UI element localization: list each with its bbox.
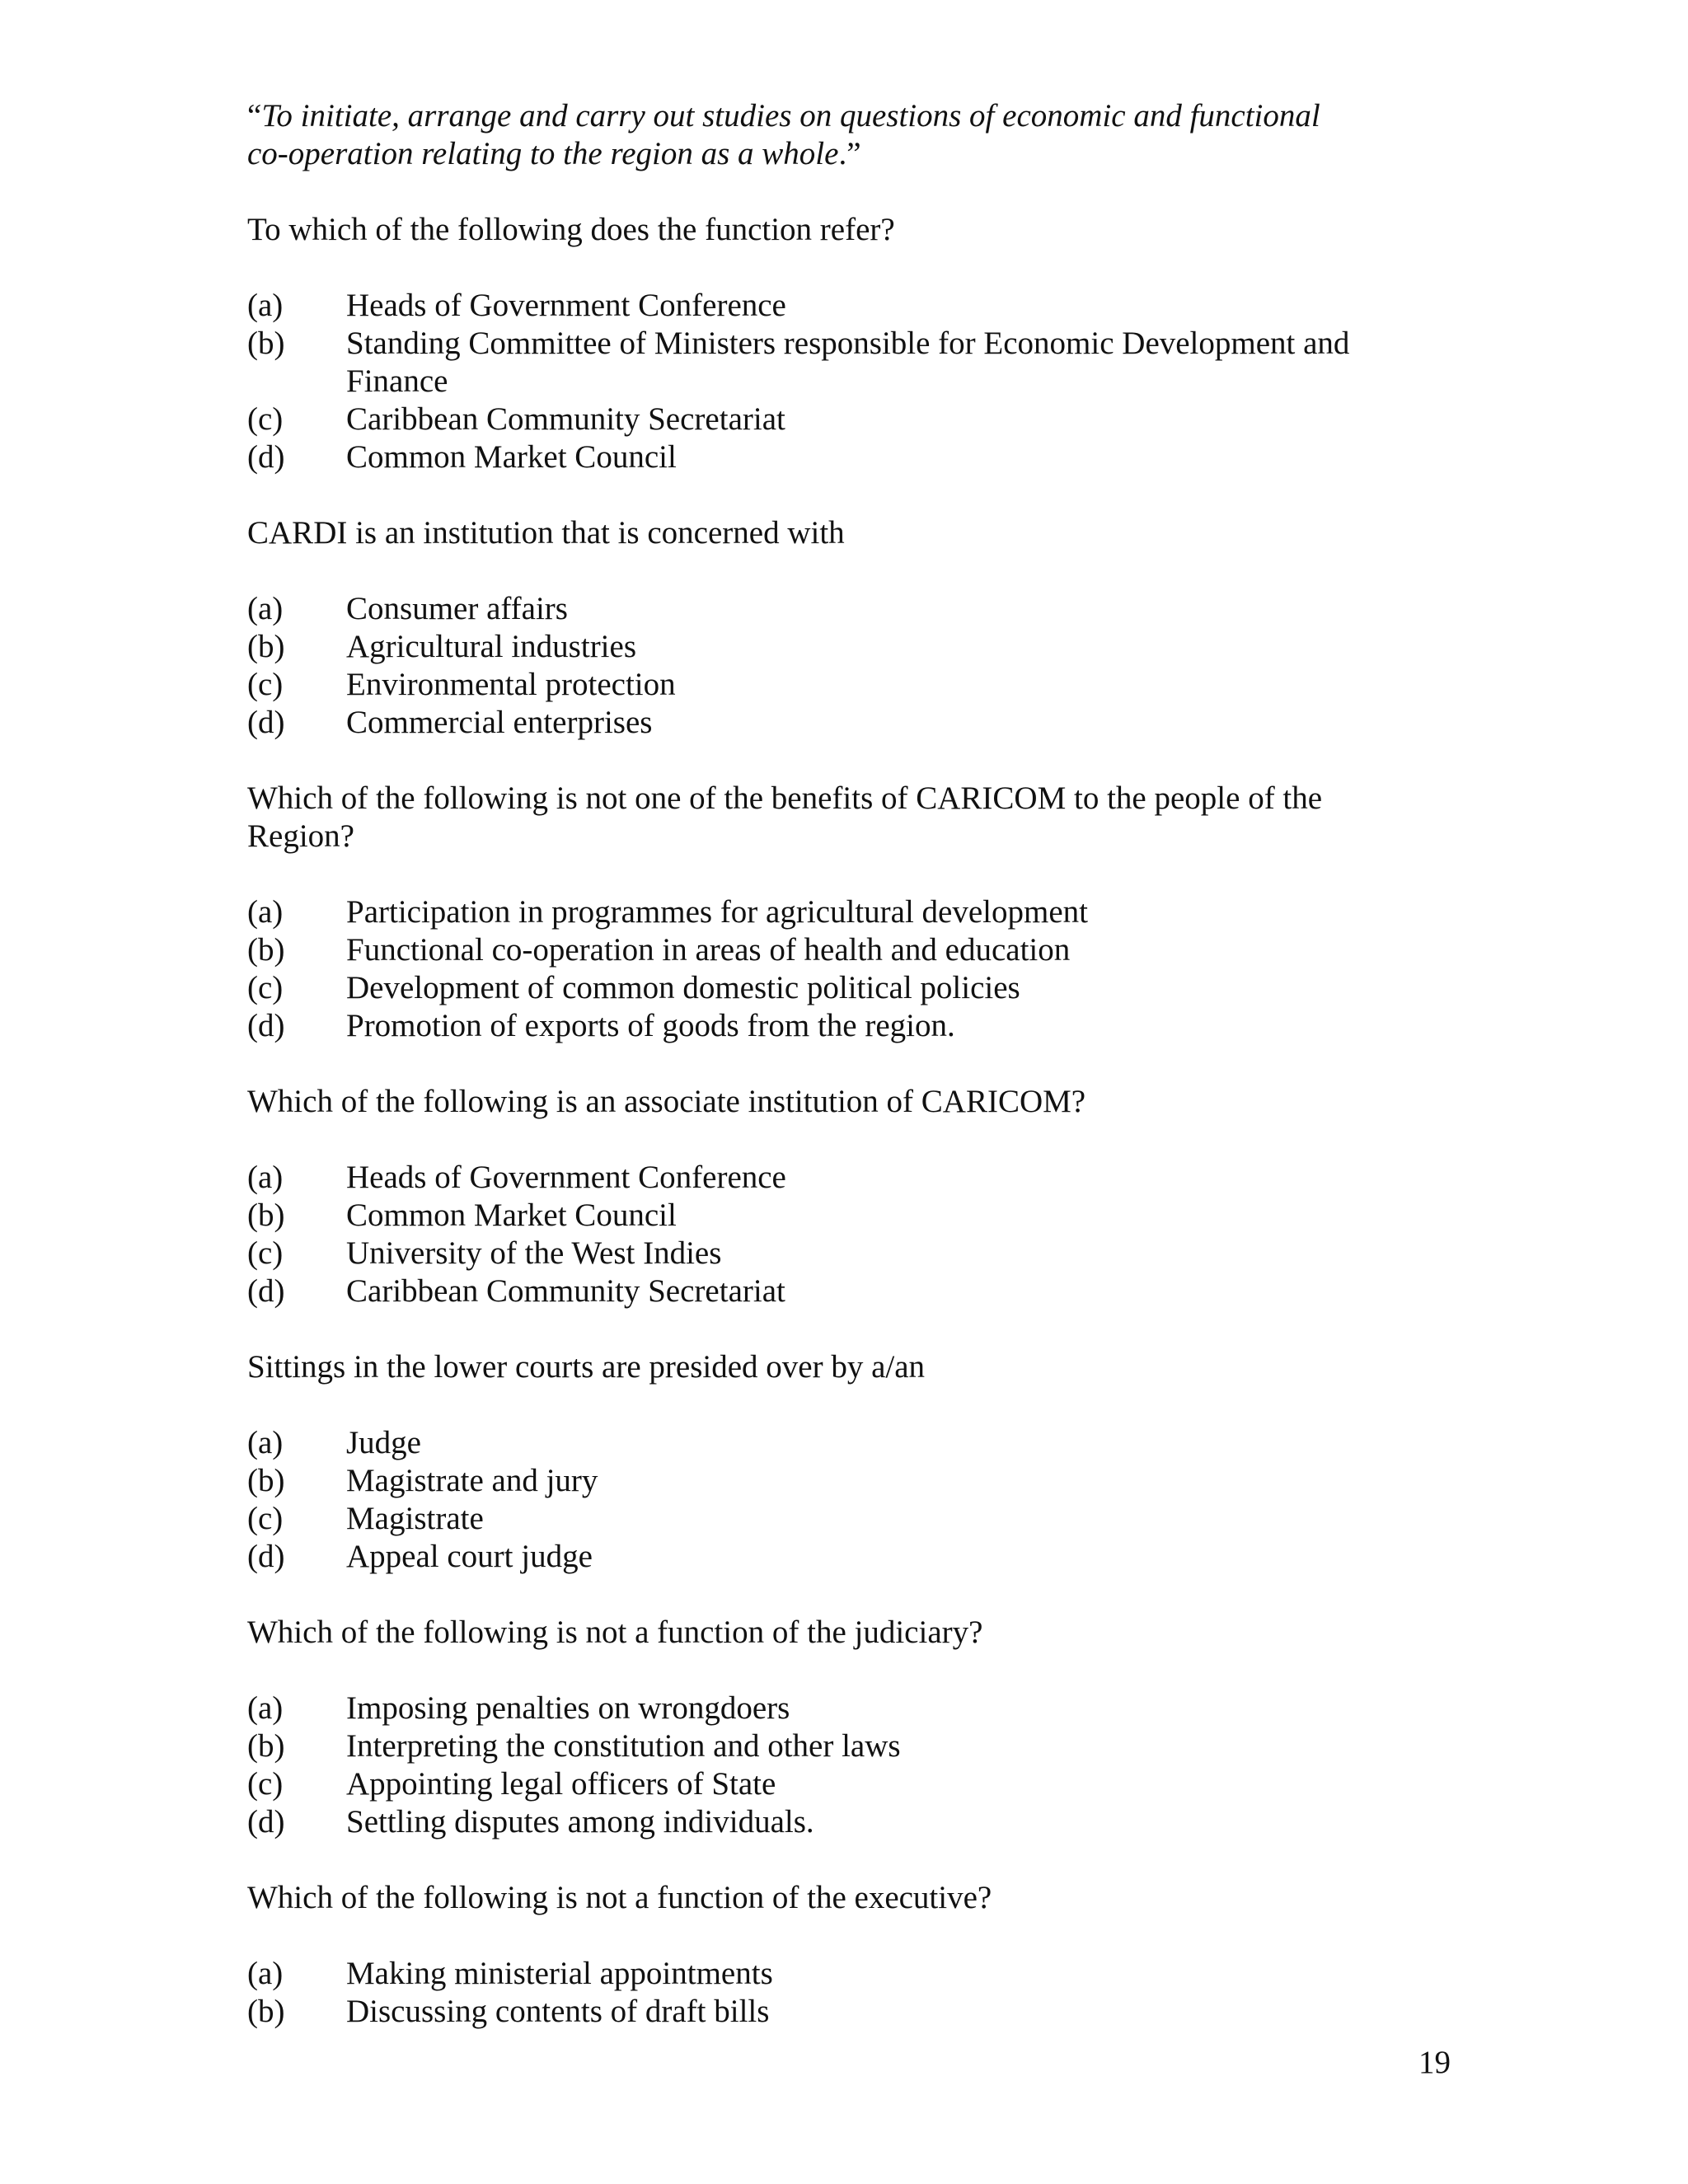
option-letter: (a)	[247, 288, 284, 323]
option-text	[346, 590, 1434, 628]
option-list	[247, 1424, 1434, 1576]
answer-option	[247, 931, 1434, 969]
option-letter: (d)	[247, 1008, 285, 1043]
answer-option	[247, 666, 1434, 704]
option-text	[346, 1159, 1434, 1197]
option-text-line: Appeal court judge	[346, 1539, 593, 1574]
answer-option	[247, 628, 1434, 666]
question-block	[247, 1879, 1434, 2031]
quoted-function-line-1	[247, 97, 1434, 135]
option-text	[346, 628, 1434, 666]
option-text	[346, 1803, 1434, 1841]
question-block	[247, 211, 1434, 514]
option-letter: (c)	[247, 667, 284, 702]
answer-option	[247, 1197, 1434, 1235]
answer-option	[247, 1007, 1434, 1045]
option-letter: (c)	[247, 1235, 284, 1271]
answer-option	[247, 1765, 1434, 1803]
option-text	[346, 438, 1434, 476]
close-quote: .”	[838, 136, 861, 171]
option-text	[346, 1424, 1434, 1462]
option-letter: (b)	[247, 1463, 285, 1498]
option-letter: (d)	[247, 439, 285, 475]
option-text	[346, 287, 1434, 325]
question-stem: Region?	[247, 818, 354, 854]
option-text	[346, 401, 1434, 438]
option-text-line: Commercial enterprises	[346, 705, 653, 740]
question-block	[247, 1348, 1434, 1614]
answer-option	[247, 1424, 1434, 1462]
option-list	[247, 1690, 1434, 1841]
option-letter: (d)	[247, 1273, 285, 1309]
option-text-line: Imposing penalties on wrongdoers	[346, 1690, 790, 1726]
answer-option	[247, 401, 1434, 438]
question-stem: To which of the following does the function refer?	[247, 212, 895, 247]
question-stem: Which of the following is not one of the benefits of CARICOM to the people of the	[247, 780, 1323, 816]
option-text	[346, 1197, 1434, 1235]
open-quote: “	[247, 98, 262, 134]
option-letter: (b)	[247, 1728, 285, 1764]
quoted-function-line-2	[247, 135, 1434, 173]
option-letter: (b)	[247, 629, 285, 664]
option-text-line: Magistrate	[346, 1501, 484, 1536]
option-text-line: Finance	[346, 363, 448, 399]
answer-option	[247, 438, 1434, 476]
option-text	[346, 1007, 1434, 1045]
question-stem: Sittings in the lower courts are presided over by a/an	[247, 1349, 926, 1385]
spacer	[247, 1841, 1434, 1879]
option-letter: (a)	[247, 1160, 284, 1195]
option-text-line: Magistrate and jury	[346, 1463, 598, 1498]
option-text-line: Settling disputes among individuals.	[346, 1804, 814, 1840]
question-block	[247, 1083, 1434, 1348]
spacer	[247, 1121, 1434, 1159]
option-letter: (a)	[247, 1425, 284, 1460]
option-text-line: Caribbean Community Secretariat	[346, 1273, 785, 1309]
question-block	[247, 780, 1434, 1083]
option-text	[346, 666, 1434, 704]
option-letter: (d)	[247, 705, 285, 740]
option-letter: (d)	[247, 1804, 285, 1840]
option-letter: (c)	[247, 970, 284, 1005]
answer-option	[247, 287, 1434, 325]
option-letter: (b)	[247, 1994, 285, 2029]
option-letter: (b)	[247, 326, 285, 361]
option-text	[346, 1272, 1434, 1310]
option-text-line: Agricultural industries	[346, 629, 637, 664]
option-text-line: Functional co-operation in areas of health and education	[346, 932, 1071, 968]
option-text	[346, 969, 1434, 1007]
option-text-line: Promotion of exports of goods from the region.	[346, 1008, 955, 1043]
question-list	[247, 211, 1434, 2031]
answer-option	[247, 1538, 1434, 1576]
page-number: 19	[1418, 2045, 1451, 2080]
answer-option	[247, 893, 1434, 931]
answer-option	[247, 1993, 1434, 2031]
page-content	[247, 97, 1434, 2031]
option-list	[247, 287, 1434, 476]
spacer	[247, 855, 1434, 893]
option-letter: (a)	[247, 1690, 284, 1726]
answer-option	[247, 1462, 1434, 1500]
option-letter: (b)	[247, 1197, 285, 1233]
option-letter: (b)	[247, 932, 285, 968]
quote-text-1: To initiate, arrange and carry out studies on questions of economic and functional	[261, 98, 1320, 134]
option-text-line: University of the West Indies	[346, 1235, 722, 1271]
spacer	[247, 1652, 1434, 1690]
option-text-line: Discussing contents of draft bills	[346, 1994, 770, 2029]
option-text-line: Heads of Government Conference	[346, 1160, 786, 1195]
answer-option	[247, 1500, 1434, 1538]
option-text-line: Interpreting the constitution and other laws	[346, 1728, 901, 1764]
option-text	[346, 704, 1434, 742]
answer-option	[247, 325, 1434, 401]
answer-option	[247, 969, 1434, 1007]
answer-option	[247, 590, 1434, 628]
quote-text-2: co-operation relating to the region as a whole	[247, 136, 839, 171]
option-text-line: Making ministerial appointments	[346, 1956, 773, 1991]
option-text-line: Standing Committee of Ministers responsible for Economic Development and	[346, 326, 1350, 361]
question-stem: CARDI is an institution that is concerned with	[247, 515, 845, 551]
option-text	[346, 1993, 1434, 2031]
option-list	[247, 590, 1434, 742]
spacer	[247, 476, 1434, 514]
answer-option	[247, 1803, 1434, 1841]
option-text-line: Development of common domestic political policies	[346, 970, 1020, 1005]
answer-option	[247, 1159, 1434, 1197]
question-stem: Which of the following is an associate institution of CARICOM?	[247, 1084, 1086, 1119]
option-text	[346, 1765, 1434, 1803]
spacer	[247, 552, 1434, 590]
option-text-line: Environmental protection	[346, 667, 676, 702]
option-letter: (a)	[247, 591, 284, 626]
spacer	[247, 173, 1434, 211]
option-text-line: Appointing legal officers of State	[346, 1766, 776, 1802]
option-text	[346, 893, 1434, 931]
answer-option	[247, 1955, 1434, 1993]
spacer	[247, 1576, 1434, 1614]
answer-option	[247, 1690, 1434, 1727]
option-letter: (c)	[247, 1766, 284, 1802]
spacer	[247, 1310, 1434, 1348]
spacer	[247, 1045, 1434, 1083]
option-list	[247, 1955, 1434, 2031]
option-text	[346, 325, 1434, 401]
option-text	[346, 1462, 1434, 1500]
answer-option	[247, 1272, 1434, 1310]
spacer	[247, 1917, 1434, 1955]
option-letter: (c)	[247, 401, 284, 437]
option-text	[346, 1727, 1434, 1765]
option-text	[346, 1955, 1434, 1993]
spacer	[247, 742, 1434, 780]
option-text-line: Participation in programmes for agricultural development	[346, 894, 1088, 930]
question-stem: Which of the following is not a function of the judiciary?	[247, 1615, 983, 1650]
answer-option	[247, 1235, 1434, 1272]
option-letter: (c)	[247, 1501, 284, 1536]
option-text-line: Caribbean Community Secretariat	[346, 401, 785, 437]
option-text	[346, 1538, 1434, 1576]
option-list	[247, 1159, 1434, 1310]
option-letter: (a)	[247, 1956, 284, 1991]
answer-option	[247, 704, 1434, 742]
option-text-line: Common Market Council	[346, 439, 677, 475]
option-text-line: Judge	[346, 1425, 421, 1460]
question-block	[247, 514, 1434, 780]
option-text-line: Consumer affairs	[346, 591, 568, 626]
question-stem: Which of the following is not a function of the executive?	[247, 1880, 992, 1915]
option-text	[346, 1235, 1434, 1272]
option-list	[247, 893, 1434, 1045]
spacer	[247, 249, 1434, 287]
option-letter: (d)	[247, 1539, 285, 1574]
option-letter: (a)	[247, 894, 284, 930]
spacer	[247, 1386, 1434, 1424]
option-text	[346, 931, 1434, 969]
answer-option	[247, 1727, 1434, 1765]
question-block	[247, 1614, 1434, 1879]
option-text	[346, 1690, 1434, 1727]
option-text-line: Common Market Council	[346, 1197, 677, 1233]
option-text-line: Heads of Government Conference	[346, 288, 786, 323]
option-text	[346, 1500, 1434, 1538]
